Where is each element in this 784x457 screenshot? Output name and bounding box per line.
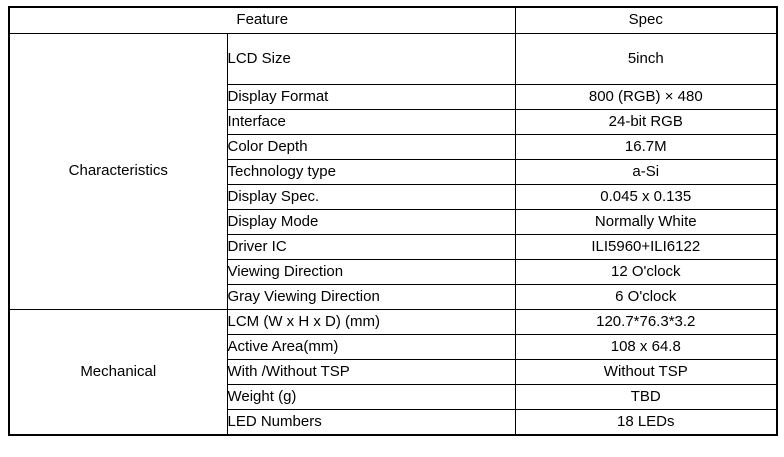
spec-display-mode: Normally White — [515, 210, 777, 235]
header-row — [9, 7, 777, 34]
spec-driver-ic: ILI5960+ILI6122 — [515, 235, 777, 260]
feature-driver-ic: Driver IC — [227, 235, 515, 260]
spec-display-spec: 0.045 x 0.135 — [515, 185, 777, 210]
group-label-mechanical: Mechanical — [9, 310, 227, 436]
column-header-spec: Spec — [515, 7, 777, 34]
feature-active-area: Active Area(mm) — [227, 335, 515, 360]
table-row — [9, 310, 777, 335]
spec-technology-type: a-Si — [515, 160, 777, 185]
feature-led-numbers: LED Numbers — [227, 410, 515, 436]
feature-lcm-dimensions: LCM (W x H x D) (mm) — [227, 310, 515, 335]
feature-interface: Interface — [227, 110, 515, 135]
group-label-characteristics: Characteristics — [9, 34, 227, 310]
feature-color-depth: Color Depth — [227, 135, 515, 160]
table-header — [9, 7, 777, 34]
feature-technology-type: Technology type — [227, 160, 515, 185]
table-row — [9, 34, 777, 85]
spec-viewing-direction: 12 O'clock — [515, 260, 777, 285]
spec-display-format: 800 (RGB) × 480 — [515, 85, 777, 110]
specification-table — [8, 6, 778, 436]
spec-color-depth: 16.7M — [515, 135, 777, 160]
spec-lcm-dimensions: 120.7*76.3*3.2 — [515, 310, 777, 335]
table-body — [9, 34, 777, 436]
feature-tsp: With /Without TSP — [227, 360, 515, 385]
spec-tsp: Without TSP — [515, 360, 777, 385]
feature-viewing-direction: Viewing Direction — [227, 260, 515, 285]
spec-lcd-size: 5inch — [515, 34, 777, 85]
spec-led-numbers: 18 LEDs — [515, 410, 777, 436]
spec-gray-viewing-direction: 6 O'clock — [515, 285, 777, 310]
feature-gray-viewing-direction: Gray Viewing Direction — [227, 285, 515, 310]
feature-weight: Weight (g) — [227, 385, 515, 410]
spec-interface: 24-bit RGB — [515, 110, 777, 135]
feature-display-spec: Display Spec. — [227, 185, 515, 210]
spec-active-area: 108 x 64.8 — [515, 335, 777, 360]
feature-display-mode: Display Mode — [227, 210, 515, 235]
feature-display-format: Display Format — [227, 85, 515, 110]
feature-lcd-size: LCD Size — [227, 34, 515, 85]
spec-weight: TBD — [515, 385, 777, 410]
column-header-feature: Feature — [9, 7, 515, 34]
